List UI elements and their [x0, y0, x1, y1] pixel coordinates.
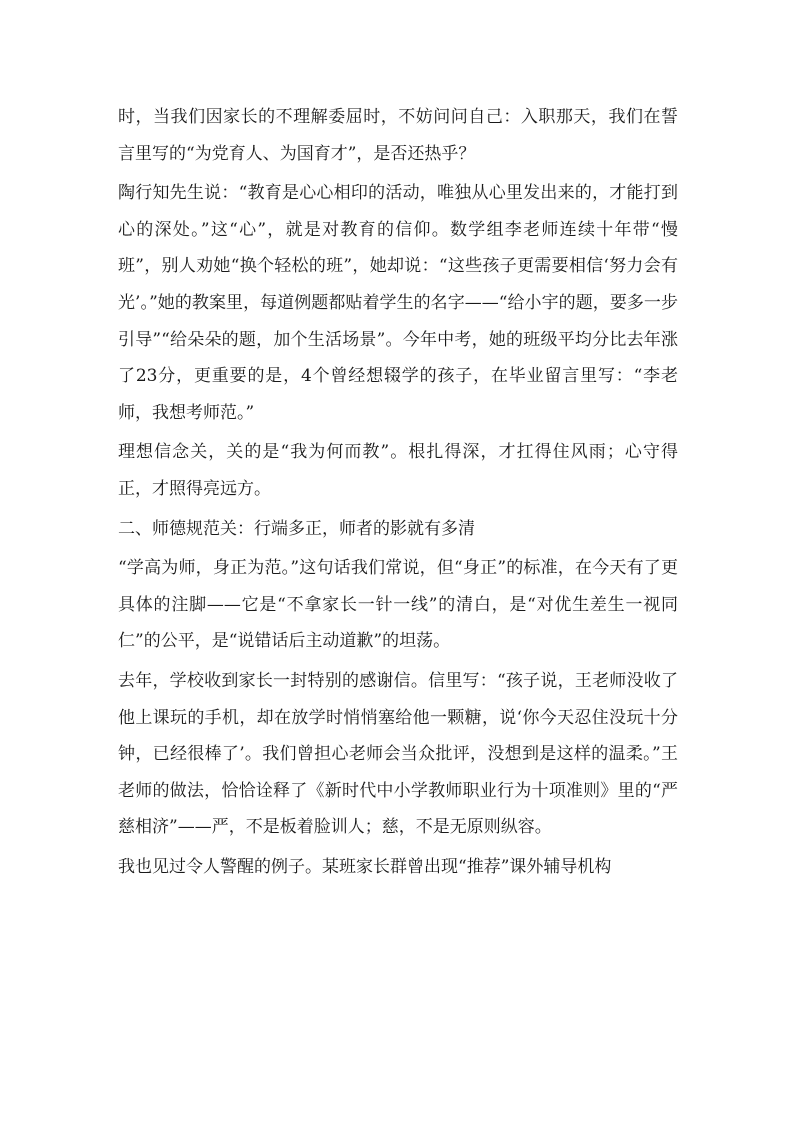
section-heading-ethics: 二、师德规范关：行端多正，师者的影就有多清	[118, 518, 475, 539]
paragraph-teacher-li-story: 陶行知先生说：“教育是心心相印的活动，唯独从心里发出来的，才能打到心的深处。”这“心”，就是对教育的信仰。数学组李老师连续十年带“慢班”，别人劝她“换个轻松的班”，她却说：“这些孩子更需要相信‘努力会有光’。”她的教案里，每道例题都贴着学生的名字——“给小宇的题，要多一步引导”“给朵朵的题，加个生活场景”。今年中考，她的班级平均分比去年涨了23分，更重要的是，4个曾经想辍学的孩子，在毕业留言里写：“李老师，我想考师范。”	[118, 183, 678, 423]
paragraph-teacher-wang-story: 去年，学校收到家长一封特别的感谢信。信里写：“孩子说，王老师没收了他上课玩的手机，却在放学时悄悄塞给他一颗糖，说‘你今天忍住没玩十分钟，已经很棒了’。我们曾担心老师会当众批评，没想到是这样的温柔。”王老师的做法，恰恰诠释了《新时代中小学教师职业行为十项准则》里的“严慈相济”——严，不是板着脸训人；慈，不是无原则纵容。	[118, 670, 678, 838]
paragraph-ethics-standard: “学高为师，身正为范。”这句话我们常说，但“身正”的标准，在今天有了更具体的注脚——它是“不拿家长一针一线”的清白，是“对优生差生一视同仁”的公平，是“说错话后主动道歉”的坦荡。	[118, 558, 678, 652]
paragraph-ideal-belief-summary: 理想信念关，关的是“我为何而教”。根扎得深，才扛得住风雨；心守得正，才照得亮远方。	[118, 442, 678, 499]
document-page	[118, 99, 678, 888]
paragraph-warning-example: 我也见过令人警醒的例子。某班家长群曾出现“推荐”课外辅导机构	[118, 856, 612, 877]
paragraph-oath-reflection: 时，当我们因家长的不理解委屈时，不妨问问自己：入职那天，我们在誓言里写的“为党育人、为国育才”，是否还热乎？	[118, 107, 678, 164]
